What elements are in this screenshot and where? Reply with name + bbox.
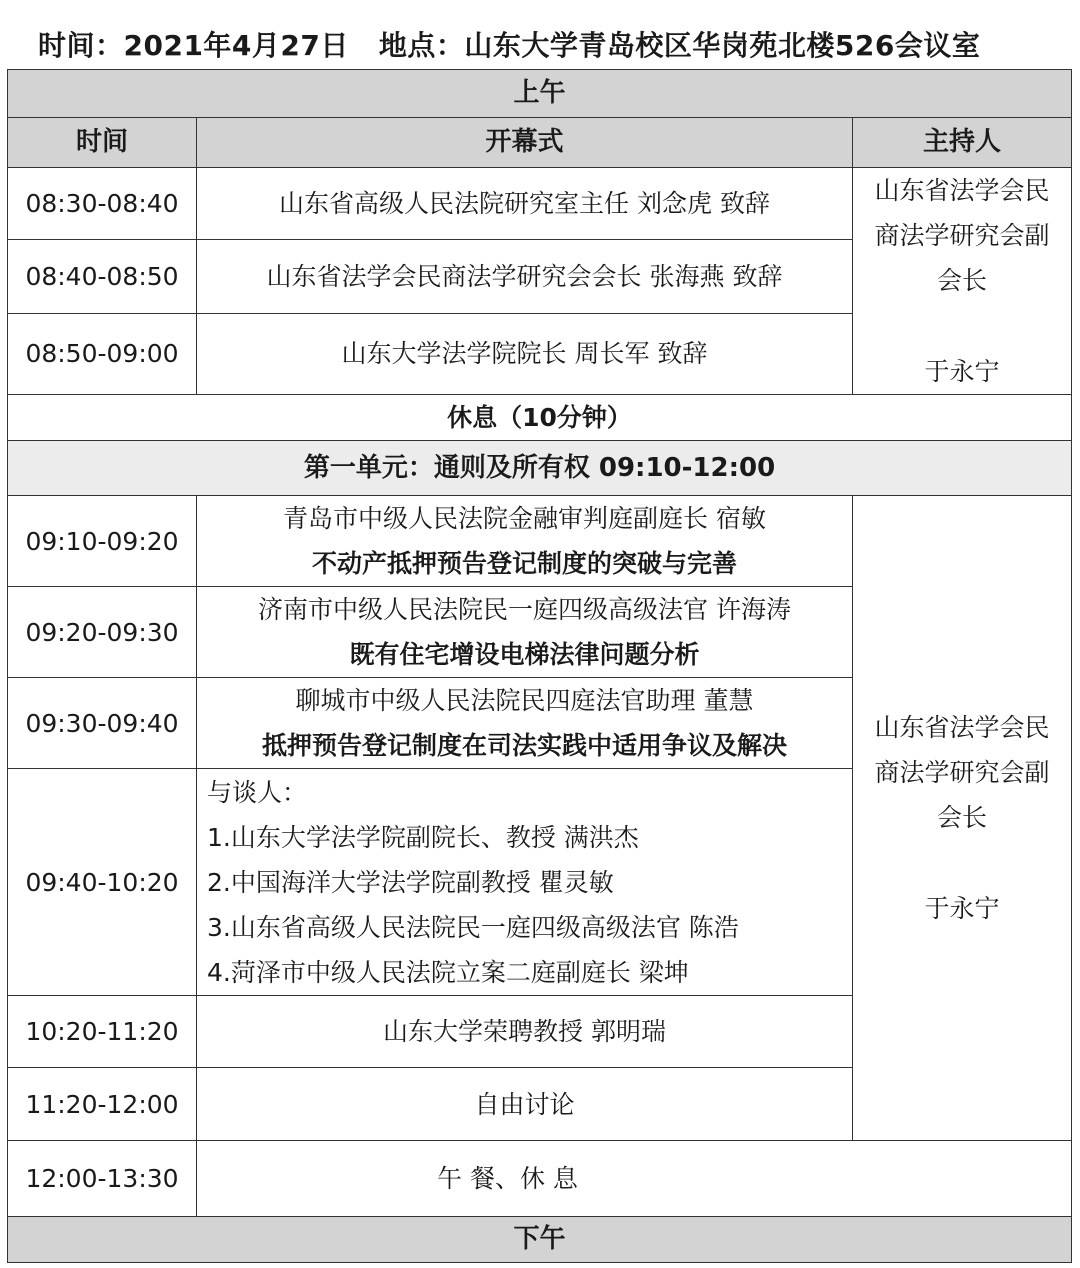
- table-row: [8, 1141, 1072, 1217]
- talk-title: 抵押预告登记制度在司法实践中适用争议及解决: [261, 731, 787, 760]
- meeting-location: 地点：山东大学青岛校区华岗苑北楼526会议室: [378, 29, 981, 62]
- discussants-label: 与谈人：: [207, 777, 308, 807]
- meeting-info: [38, 24, 980, 68]
- host-title-line: 山东省法学会民: [874, 713, 1050, 742]
- time-cell: 08:30-08:40: [8, 168, 197, 240]
- time-cell: 11:20-12:00: [8, 1068, 197, 1141]
- host-cell: [853, 168, 1072, 395]
- time-cell: 09:20-09:30: [8, 587, 197, 678]
- afternoon-section-title: 下午: [8, 1217, 1072, 1263]
- talk-title: 既有住宅增设电梯法律问题分析: [349, 640, 700, 669]
- discussants-cell: [197, 769, 853, 996]
- meeting-date: 时间：2021年4月27日: [38, 29, 349, 62]
- column-header-host: 主持人: [853, 118, 1072, 168]
- table-row: [8, 168, 1072, 240]
- time-cell: 10:20-11:20: [8, 996, 197, 1068]
- opening-speech-cell: 山东省法学会民商法学研究会会长 张海燕 致辞: [197, 240, 853, 313]
- time-cell: 09:30-09:40: [8, 678, 197, 769]
- talk-title: 不动产抵押预告登记制度的突破与完善: [311, 549, 737, 578]
- discussant-item: 2.中国海洋大学法学院副教授 瞿灵敏: [207, 867, 614, 897]
- talk-cell: [197, 587, 853, 678]
- column-header-time: 时间: [8, 118, 197, 168]
- discussant-item: 4.菏泽市中级人民法院立案二庭副庭长 梁坤: [207, 957, 689, 987]
- afternoon-section-row: [8, 1217, 1072, 1263]
- time-cell: 09:40-10:20: [8, 769, 197, 996]
- host-cell: [853, 496, 1072, 1141]
- schedule-table: [7, 69, 1072, 1263]
- time-cell: 12:00-13:30: [8, 1141, 197, 1217]
- host-title-line: 会长: [936, 803, 987, 832]
- time-cell: 09:10-09:20: [8, 496, 197, 587]
- keynote-cell: 山东大学荣聘教授 郭明瑞: [197, 996, 853, 1068]
- time-cell: 08:40-08:50: [8, 240, 197, 313]
- talk-speaker: 聊城市中级人民法院民四庭法官助理 董慧: [295, 686, 754, 715]
- discussant-item: 3.山东省高级人民法院民一庭四级高级法官 陈浩: [207, 912, 739, 942]
- host-title-line: 商法学研究会副: [874, 221, 1050, 250]
- opening-speech-cell: 山东大学法学院院长 周长军 致辞: [197, 313, 853, 394]
- column-header-row: [8, 118, 1072, 168]
- morning-section-title: 上午: [8, 70, 1072, 118]
- opening-speech-cell: 山东省高级人民法院研究室主任 刘念虎 致辞: [197, 168, 853, 240]
- free-discussion-cell: 自由讨论: [197, 1068, 853, 1141]
- discussant-item: 1.山东大学法学院副院长、教授 满洪杰: [207, 822, 639, 852]
- break-row: [8, 395, 1072, 441]
- host-name: 于永宁: [924, 357, 1000, 386]
- unit-header-row: [8, 441, 1072, 496]
- morning-section-row: [8, 70, 1072, 118]
- unit1-title: 第一单元：通则及所有权 09:10-12:00: [8, 441, 1072, 496]
- talk-cell: [197, 678, 853, 769]
- talk-speaker: 青岛市中级人民法院金融审判庭副庭长 宿敏: [283, 504, 766, 533]
- talk-speaker: 济南市中级人民法院民一庭四级高级法官 许海涛: [258, 595, 791, 624]
- table-row: [8, 496, 1072, 587]
- column-header-opening: 开幕式: [197, 118, 853, 168]
- break-label: 休息（10分钟）: [8, 395, 1072, 441]
- time-cell: 08:50-09:00: [8, 313, 197, 394]
- lunch-cell: 午 餐、休 息: [197, 1141, 1072, 1217]
- host-name: 于永宁: [924, 894, 1000, 923]
- talk-cell: [197, 496, 853, 587]
- host-title-line: 山东省法学会民: [874, 176, 1050, 205]
- host-title-line: 商法学研究会副: [874, 758, 1050, 787]
- host-title-line: 会长: [936, 266, 987, 295]
